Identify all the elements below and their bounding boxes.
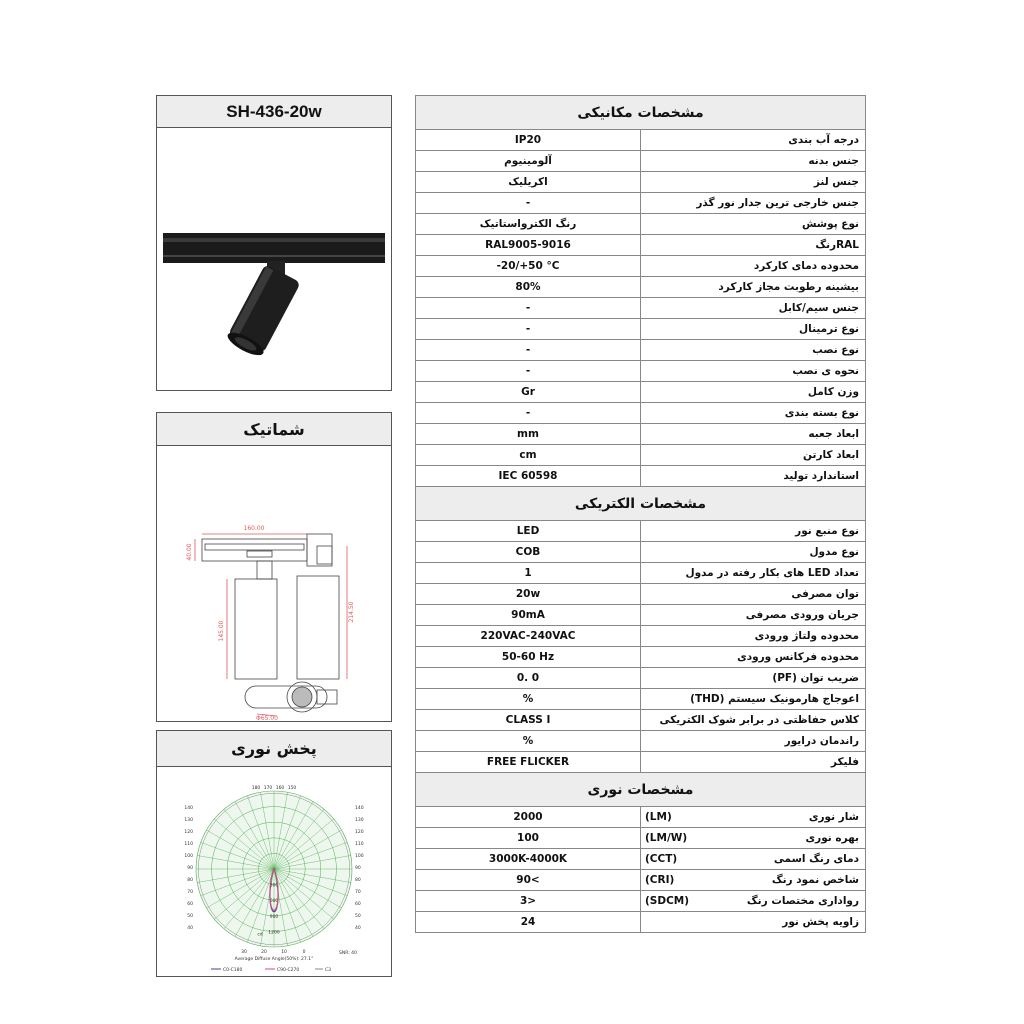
polar-angle-label: 140 [184,806,193,811]
mechanical-row [416,214,866,235]
mechanical-section-title: مشخصات مکانیکی [416,96,866,130]
spec-value: اکریلیک [416,172,641,193]
mechanical-row [416,424,866,445]
spec-label-text: محدوده دمای کارکرد [753,260,859,272]
spec-label-text: نوع ترمینال [799,323,859,335]
spec-label-text: RALرنگ [815,239,859,251]
legend-c3: C3 [325,968,332,973]
angle-caption: Average Diffuse Angle(50%): 27.1° [234,957,314,962]
spec-label-text: نوع بسته بندی [784,407,859,419]
spec-label [641,193,866,214]
spec-label [641,298,866,319]
polar-angle-label: 160 [275,786,285,791]
spec-label [641,361,866,382]
spec-value: LED [416,521,641,542]
spec-label [641,891,866,912]
spec-label [641,849,866,870]
spec-label [641,277,866,298]
mechanical-row [416,340,866,361]
spec-value: -20/+50 °C [416,256,641,277]
spec-label-text: جنس لنز [813,176,859,188]
spec-value: 80% [416,277,641,298]
polar-radial-label: 1200 [268,930,280,936]
spec-label [641,319,866,340]
dim-body: 145.00 [218,620,225,642]
spec-value: 20w [416,584,641,605]
spec-label-text: راندمان درایور [784,735,859,747]
optical-row [416,828,866,849]
polar-angle-label: 60 [187,902,193,907]
spec-label-text: ابعاد جعبه [808,428,859,440]
optical-row [416,891,866,912]
mechanical-row [416,235,866,256]
mechanical-section-header [416,96,866,130]
spec-label [641,466,866,487]
polar-angle-label: 100 [355,854,364,859]
spec-value: - [416,319,641,340]
spec-value: آلومینیوم [416,151,641,172]
electrical-section-title: مشخصات الکتریکی [416,487,866,521]
spec-label-text: ابعاد کارتن [803,449,859,461]
spec-label-text: شاخص نمود رنگ [771,874,859,886]
polar-angle-label: 60 [355,902,361,907]
spec-label [641,626,866,647]
spec-label-text: محدوده فرکانس ورودی [737,651,859,663]
dim-width: 160.00 [243,525,265,532]
spec-label [641,214,866,235]
polar-angle-label: 180 [251,786,261,791]
mechanical-row [416,403,866,424]
polar-angle-label: 100 [184,854,193,859]
spec-value: 24 [416,912,641,933]
spec-label-text: بیشینه رطوبت مجاز کارکرد [718,281,859,293]
spec-label [641,828,866,849]
mechanical-row [416,298,866,319]
spec-value: 1 [416,563,641,584]
spec-value: - [416,340,641,361]
electrical-row [416,584,866,605]
spec-label [641,445,866,466]
spec-value: 0. 0 [416,668,641,689]
polar-angle-label: 140 [355,806,364,811]
polar-angle-label: 70 [355,890,361,895]
spec-value: - [416,298,641,319]
legend-c90: C90-C270 [277,968,300,973]
spec-label [641,403,866,424]
spec-value: FREE FLICKER [416,752,641,773]
model-card [156,95,392,391]
mechanical-row [416,361,866,382]
electrical-row [416,710,866,731]
mechanical-row [416,256,866,277]
spec-label-text: وزن کامل [807,386,859,398]
polar-angle-label: 150 [287,786,297,791]
spec-label [641,731,866,752]
spec-value: COB [416,542,641,563]
spec-label [641,340,866,361]
polar-diagram [157,767,391,976]
polar-angle-label: 90 [355,866,361,871]
spec-label [641,130,866,151]
spec-value: - [416,193,641,214]
spec-label-text: توان مصرفی [791,588,859,600]
polar-angle-label: 130 [184,818,193,823]
polar-angle-label: 120 [355,830,364,835]
spec-value: % [416,689,641,710]
spec-label [641,689,866,710]
mechanical-row [416,151,866,172]
legend-c0: C0-C180 [223,968,243,973]
spec-unit: (LM/W) [645,832,688,844]
spec-label-text: نحوه ی نصب [792,365,859,377]
spec-value: 100 [416,828,641,849]
product-image [157,128,391,390]
polar-radial-label: 300 [269,883,279,889]
polar-angle-label: 120 [184,830,193,835]
spec-label-text: جنس خارجی ترین جدار نور گذر [696,197,859,209]
electrical-row [416,605,866,626]
mechanical-row [416,382,866,403]
schematic-drawing [157,446,391,721]
mechanical-row [416,319,866,340]
optical-row [416,870,866,891]
spec-label-text: محدوده ولتاژ ورودی [754,630,859,642]
electrical-row [416,563,866,584]
spec-label-text: نوع مدول [809,546,859,558]
spec-value: 3> [416,891,641,912]
polar-angle-label: 80 [187,878,193,883]
spec-label-text: جریان ورودی مصرفی [745,609,859,621]
electrical-row [416,626,866,647]
spec-unit: (CCT) [645,853,678,865]
electrical-row [416,731,866,752]
spec-label-text: بهره نوری [805,832,859,844]
polar-angle-label: 130 [355,818,364,823]
schematic-title: شماتیک [157,413,391,446]
spec-label [641,235,866,256]
optical-row [416,807,866,828]
polar-angle-label: 70 [187,890,193,895]
optical-section-header [416,773,866,807]
polar-angle-label: 170 [263,786,273,791]
polar-angle-label: 10 [281,950,287,955]
spec-value: RAL9005-9016 [416,235,641,256]
spec-value: IP20 [416,130,641,151]
schematic-card [156,412,392,722]
spec-unit: (LM) [645,811,672,823]
electrical-row [416,668,866,689]
mechanical-row [416,445,866,466]
electrical-section-header [416,487,866,521]
polar-radial-label: 900 [269,914,279,920]
spec-label-text: نوع پوشش [801,218,859,230]
optical-section-title: مشخصات نوری [416,773,866,807]
spec-label [641,647,866,668]
spec-label-text: رواداری مختصات رنگ [746,895,859,907]
polar-angle-label: 50 [187,914,193,919]
polar-angle-label: 40 [355,926,361,931]
spec-label [641,563,866,584]
spec-label-text: نوع منبع نور [795,525,859,537]
spec-label-text: نوع نصب [812,344,859,356]
spec-label-text: دمای رنگ اسمی [773,853,859,865]
polar-angle-label: 20 [261,950,267,955]
spec-value: 50-60 Hz [416,647,641,668]
spec-value: - [416,361,641,382]
spec-label [641,870,866,891]
dim-height: 40.00 [186,543,193,561]
distribution-card [156,730,392,977]
optical-row [416,849,866,870]
spec-label-text: اعوجاج هارمونیک سیستم (THD) [690,693,859,705]
spec-value: رنگ الکترواستاتیک [416,214,641,235]
polar-angle-label: 80 [355,878,361,883]
spec-value: 2000 [416,807,641,828]
electrical-row [416,647,866,668]
spec-label [641,256,866,277]
electrical-row [416,542,866,563]
spec-label [641,912,866,933]
mechanical-row [416,193,866,214]
spec-table [415,95,866,933]
spec-label-text: فلیکر [830,756,859,768]
spec-label [641,521,866,542]
side-caption: SNR: 40 [339,951,357,956]
spec-label-text: تعداد LED های بکار رفته در مدول [685,567,859,579]
spec-value: cm [416,445,641,466]
spec-value: 90< [416,870,641,891]
mechanical-row [416,466,866,487]
spec-label [641,584,866,605]
spec-label [641,151,866,172]
polar-angle-label: 40 [187,926,193,931]
dim-diameter: Φ65.00 [256,715,278,721]
polar-radial-label: 600 [269,899,279,905]
distribution-title: پخش نوری [157,731,391,767]
optical-row [416,912,866,933]
electrical-row [416,752,866,773]
spec-value: mm [416,424,641,445]
spec-label-text: شار نوری [808,811,859,823]
spec-label [641,752,866,773]
spec-label-text: درجه آب بندی [788,134,859,146]
polar-angle-label: 0 [302,950,306,955]
spec-value: CLASS I [416,710,641,731]
spec-label [641,807,866,828]
spec-label-text: کلاس حفاظتی در برابر شوک الکتریکی [659,714,859,726]
polar-angle-label: 50 [355,914,361,919]
polar-angle-label: 30 [241,950,247,955]
polar-angle-label: 110 [184,842,193,847]
spec-value: IEC 60598 [416,466,641,487]
mechanical-row [416,172,866,193]
spec-label [641,605,866,626]
electrical-row [416,521,866,542]
polar-angle-label: 90 [187,866,193,871]
spec-label [641,668,866,689]
mechanical-row [416,277,866,298]
spec-label-text: جنس سیم/کابل [778,302,859,314]
spec-label-text: استاندارد تولید [783,470,859,482]
mechanical-row [416,130,866,151]
spec-label [641,382,866,403]
spec-unit: (CRI) [645,874,675,886]
spec-value: 90mA [416,605,641,626]
spec-value: - [416,403,641,424]
spec-value: Gr [416,382,641,403]
spec-value: 3000K-4000K [416,849,641,870]
spec-label-text: ضریب توان (PF) [772,672,859,684]
spec-label-text: جنس بدنه [808,155,859,167]
spec-label [641,172,866,193]
spec-label [641,710,866,731]
spec-value: 220VAC-240VAC [416,626,641,647]
model-name: SH-436-20w [157,96,391,128]
polar-unit-label: cd [257,932,263,938]
polar-angle-label: 110 [355,842,364,847]
dim-total: 214.50 [348,601,355,623]
spec-value: % [416,731,641,752]
electrical-row [416,689,866,710]
spec-label [641,424,866,445]
spec-label-text: زاویه پخش نور [782,916,859,928]
spec-unit: (SDCM) [645,895,690,907]
spec-label [641,542,866,563]
